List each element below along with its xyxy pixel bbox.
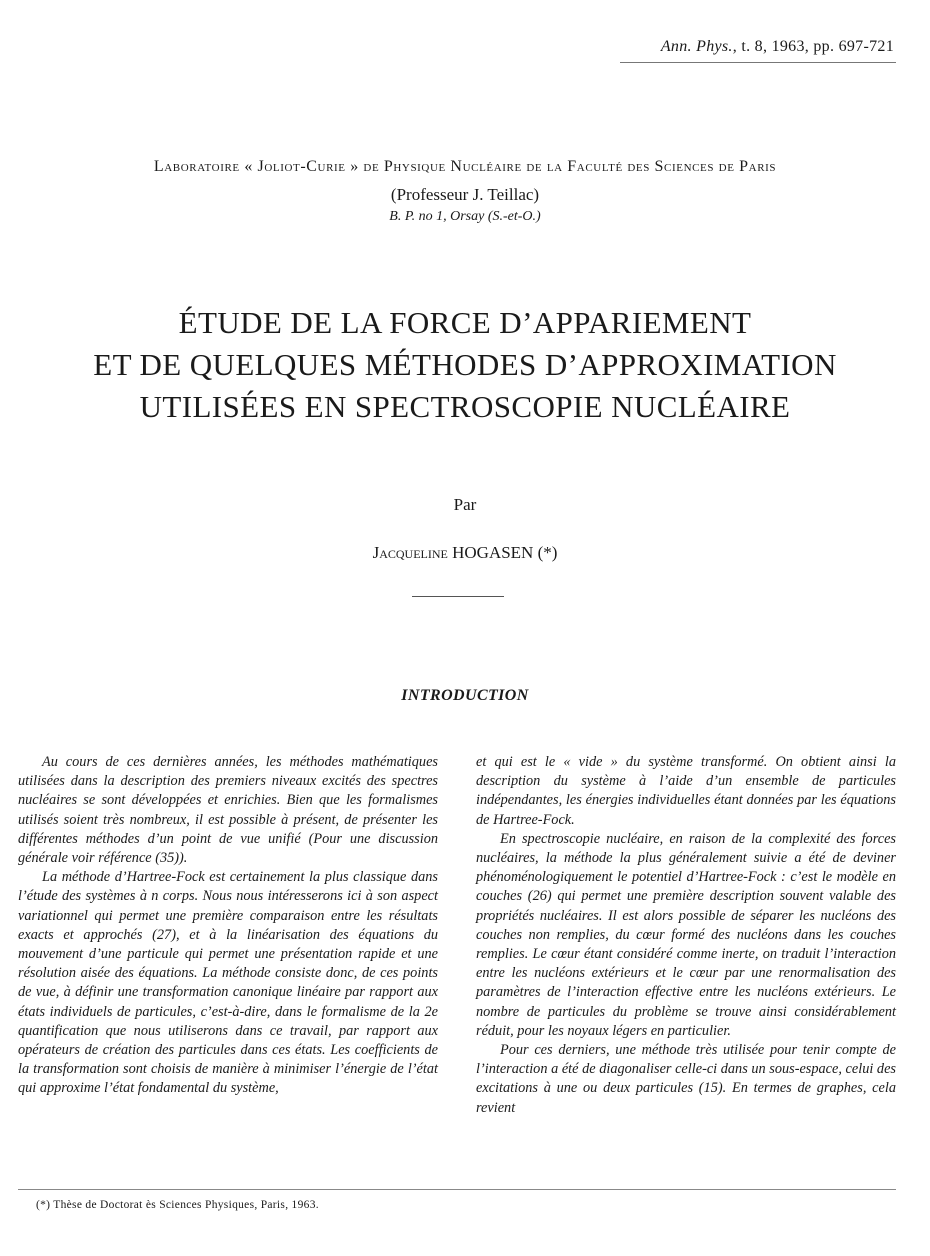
professor-line: (Professeur J. Teillac) bbox=[390, 185, 540, 204]
section-heading: INTRODUCTION bbox=[401, 687, 529, 704]
byline-par: Par bbox=[453, 495, 477, 514]
title-line-2: ET DE QUELQUES MÉTHODES D’APPROXIMATION bbox=[93, 347, 837, 382]
footnote: (*) Thèse de Doctorat ès Sciences Physiques, Paris, 1963. bbox=[36, 1199, 319, 1211]
title-separator bbox=[412, 596, 504, 597]
paragraph: et qui est le « vide » du système transformé. On obtient ainsi la description du système à l’aide d’un ensemble de particules indépendantes, les énergies individuelles étant données par les équations de Hartree-Fock. bbox=[476, 754, 896, 828]
footnote-rule bbox=[18, 1189, 896, 1190]
title-line-1: ÉTUDE DE LA FORCE D’APPARIEMENT bbox=[178, 305, 752, 340]
right-column bbox=[476, 753, 896, 1118]
paragraph: La méthode d’Hartree-Fock est certainement la plus classique dans l’étude des systèmes à n corps. Nous nous intéresserons ici à son aspect variationnel qui permet une première comparaison entre les résultats exacts et approchés (27), et à la linéarisation des équations du mouvement d’une particule qui permet une présentation rapide et une résolution aisée des équations. La méthode consiste donc, de ces points de vue, à définir une transformation canonique linéaire par rapport aux états individuels de particules, c’est-à-dire, dans le formalisme de la 2e quantification que nous utiliserons dans ce travail, par rapport aux opérateurs de création des particules dans ces états. Les coefficients de la transformation sont choisis de manière à minimiser l’énergie de l’état qui approxime l’état fondamental du système, bbox=[18, 869, 438, 1097]
paragraph: En spectroscopie nucléaire, en raison de la complexité des forces nucléaires, la méthode la plus généralement suivie a été de deviner phénoménologiquement le potentiel d’Hartree-Fock : c’est le modèle en couches (26) qui permet une première description souvent valable des propriétés nucléaires. Il est alors possible de séparer les nucléons des couches non remplies, du cœur formé des nucléons dans les couches remplies. Le cœur étant considéré comme inerte, on traduit l’interaction entre les nucléons extérieurs et le cœur par une renormalisation des paramètres de l’interaction effective entre les nucléons extérieurs. Le nombre de particules du problème se trouve ainsi considérablement réduit, pour les noyaux légers en particulier. bbox=[476, 830, 896, 1039]
address-line: B. P. no 1, Orsay (S.-et-O.) bbox=[389, 209, 541, 224]
left-column bbox=[18, 753, 438, 1099]
journal-volume-pages: , t. 8, 1963, pp. 697-721 bbox=[732, 38, 894, 55]
title-line-3: UTILISÉES EN SPECTROSCOPIE NUCLÉAIRE bbox=[139, 389, 791, 424]
author-name bbox=[0, 543, 930, 563]
author-first-name: Jacqueline bbox=[372, 543, 448, 562]
paragraph: Au cours de ces dernières années, les méthodes mathématiques utilisées dans la description des premiers niveaux excités des spectres nucléaires se sont développées et enrichies. Bien que les formalismes utilisés soient très nombreux, il est possible à présent, de présenter les différentes méthodes d’un point de vue unifié (Pour une discussion générale voir référence (35)). bbox=[18, 754, 438, 867]
journal-reference bbox=[661, 38, 894, 56]
paper-title bbox=[0, 302, 930, 428]
laboratory-affiliation: Laboratoire « Joliot-Curie » de Physique Nucléaire de la Faculté des Sciences de Paris bbox=[153, 158, 777, 175]
paragraph: Pour ces derniers, une méthode très utilisée pour tenir compte de l’interaction a été de diagonaliser celle-ci dans un sous-espace, celui des excitations à une ou deux particules (15). En termes de graphes, cela revient bbox=[476, 1042, 896, 1116]
author-last-name: HOGASEN (*) bbox=[447, 543, 558, 562]
header-rule bbox=[620, 62, 896, 63]
journal-name: Ann. Phys. bbox=[660, 38, 733, 55]
